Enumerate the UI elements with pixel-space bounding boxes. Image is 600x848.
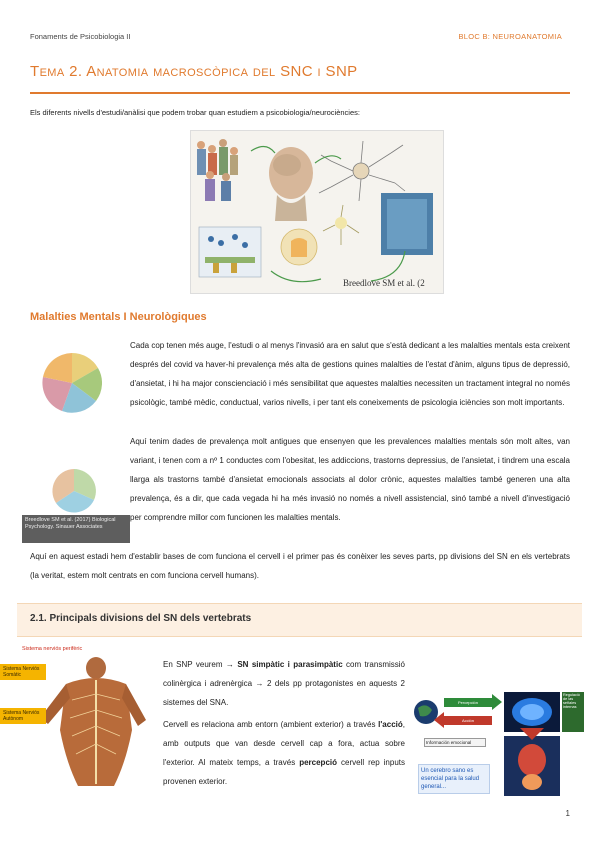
regulation-box: Regulació de las señales internas <box>562 692 584 732</box>
head-profile <box>269 147 313 221</box>
page-number: 1 <box>565 809 570 818</box>
intro-text: Els diferents nivells d'estudi/anàlisi que podem trobar quan estudiem a psicobiologia/neurociències: <box>30 108 360 117</box>
cell-illustration <box>323 205 359 245</box>
paragraph-brain-environment: Cervell es relaciona amb entorn (ambient exterior) a través l'acció, amb outputs que van desde cervell cap a fora, actua sobre l'exterior. Al mateix temps, a través percepció cervell rep inputs provenen exterior. <box>163 720 406 786</box>
neuron-illustration <box>319 141 405 201</box>
autonomic-label-box: Sistema Nerviós Autònom <box>0 708 46 724</box>
section-heading-mental-illness: Malalties Mentals I Neurològiques <box>30 311 207 323</box>
course-title: Fonaments de Psicobiologia II <box>30 32 131 41</box>
title-rule <box>30 92 570 94</box>
paragraph-snp: En SNP veurem → SN simpàtic i parasimpàtic com transmissió colinèrgica i adrenèrgica → 2 dels pp protagonistes en aquests 2 sistemes del SNA. <box>163 660 406 707</box>
paragraph-2: Aquí tenim dades de prevalença molt antigues que ensenyen que les prevalences malalties mentals són molt altes, van variant, i tenen com a nº 1 conductes com l'obesitat, les addiccions, trastorns depressius, de l'ansietat, i tindrem una escala llarga als trastorns també d'ansietat emocionals associats al dolor crònic, aquestes malalties també generen una alta prevalença, és a dir, que cada vegada hi ha més invasió no només a nivell assistencial, sinó també a nivell d'investigació per comprendre millor com funcionen les malalties mentals. <box>130 437 570 522</box>
figure-caption: Breedlove SM et al. (2 <box>343 278 425 288</box>
head-shape <box>86 657 106 679</box>
second-pie-chart <box>52 469 95 513</box>
brain-body-diagram <box>414 690 584 800</box>
synapse-illustration <box>199 227 261 277</box>
section-heading-divisions: 2.1. Principals divisions del SN dels vertebrats <box>30 613 252 624</box>
emphasis-sympathetic: SN simpàtic i parasimpàtic <box>237 660 343 669</box>
emphasis-perception: percepció <box>299 758 337 767</box>
nervous-system-figure <box>3 654 150 794</box>
page-title: Tema 2. Anatomia macroscòpica del SNC i SNP <box>30 63 358 80</box>
prevalence-caption: Breedlove SM et al. (2017) Biological Psychology. Sinauer Associates <box>22 515 130 543</box>
emotional-info-box: Información emocional <box>424 738 486 747</box>
healthy-brain-note: Un cerebro sano es esencial para la salud general... <box>418 764 490 794</box>
prevalence-figure <box>25 341 118 541</box>
emphasis-action: l'acció <box>378 720 403 729</box>
action-label: Acción <box>461 718 474 723</box>
synapse-detail <box>281 229 317 265</box>
paragraph-1: Cada cop tenen més auge, l'estudi o al menys l'invasió ara en salut que s'està dedicant a les malalties mentals esta creixent després del covid va haver-hi prevalença més alta de gestions quines malalties de l'estat d'ànim, alguns tipus de depressió, d'ansietat, i hi ha major conscienciació i més sensibilitat que aquestes malalties necessiten un tractament integral no només psicològic, també mèdic, conductual, varios nivells, i per tant els coneixements de psicologia iciències son molt importants. <box>130 341 570 407</box>
block-title: BLOC B: NEUROANATOMIA <box>458 32 562 41</box>
figure-label: Sistema nerviós perifèric <box>22 646 83 652</box>
somatic-label-box: Sistema Nerviós Somàtic <box>0 664 46 680</box>
people-group <box>197 139 238 201</box>
levels-illustration <box>191 131 443 293</box>
levels-of-analysis-figure <box>190 130 444 294</box>
prevalence-pie-chart <box>42 353 102 413</box>
paragraph-3: Aquí en aquest estadi hem d'establir bases de com funciona el cervell i el primer pas és conèixer les seves parts, pp divisions del SN en els vertebrats (la veritat, estem molt centrats en com funciona cervell humans). <box>30 552 570 580</box>
perception-label: Percepción <box>457 700 478 705</box>
